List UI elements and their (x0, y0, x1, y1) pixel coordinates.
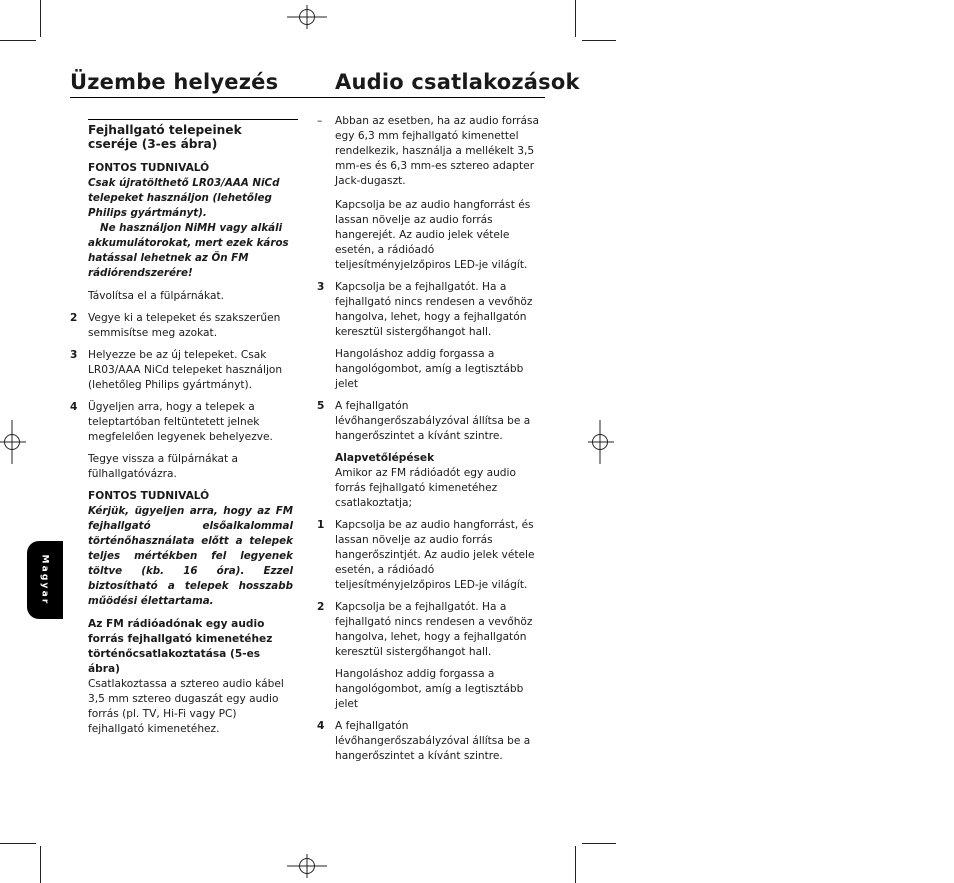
step-number: 2 (70, 312, 78, 324)
subsection-heading: Az FM rádióadónak egy audio forrás fejhallgató kimenetéhez történőcsatlakoztatása (5-es ábra) (88, 618, 273, 675)
body-text: Amikor az FM rádióadót egy audio forrás fejhallgató kimenetéhez csatlakoztatja; (335, 467, 516, 509)
crop-mark (40, 0, 41, 37)
list-item (317, 114, 545, 189)
step-text: Vegye ki a telepeket és szakszerűen semmisítse meg azokat. (88, 312, 281, 339)
body-text: Kapcsolja be az audio hangforrást és lassan növelje az audio forrás hangerejét. Az audio jelek vétele esetén, a rádióadó teljesítményjelzőpiros LED-je világít. (335, 199, 531, 271)
body-text: Hangoláshoz addig forgassa a hangológombot, amíg a legtisztább jelet (335, 668, 524, 710)
subsection-heading: Alapvetőlépések (335, 452, 435, 464)
body-text: Hangoláshoz addig forgassa a hangológombot, amíg a legtisztább jelet (335, 348, 524, 390)
list-item (317, 518, 545, 593)
list-item (317, 399, 545, 444)
notice-text: Csak újratölthető LR03/AAA NiCd telepeket használjon (lehetőleg Philips gyártmányt). (88, 177, 280, 219)
registration-mark-icon (287, 854, 327, 878)
step-number: 3 (317, 281, 325, 293)
step-text: Kapcsolja be a fejhallgatót. Ha a fejhallgató nincs rendesen a vevőhöz hangolva, lehet, hogy a fejhallgatón keresztül sistergőhangot hall. (335, 601, 533, 658)
registration-mark-icon (0, 420, 26, 464)
step-number: 2 (317, 601, 325, 613)
page-title-left: Üzembe helyezés (70, 70, 279, 94)
step-text: A fejhallgatón lévőhangerőszabályzóval állítsa be a hangerőszintet a kívánt szintre. (335, 400, 531, 442)
list-item (70, 311, 293, 341)
crop-mark (582, 843, 616, 844)
list-item (70, 400, 293, 445)
step-number: 4 (317, 720, 325, 732)
step-number: 3 (70, 349, 78, 361)
language-tab-label-wrap (27, 541, 63, 619)
list-item (317, 600, 545, 660)
section-rule (88, 119, 298, 120)
step-text: Kapcsolja be a fejhallgatót. Ha a fejhallgató nincs rendesen a vevőhöz hangolva, lehet, hogy a fejhallgatón keresztül sistergőhangot hall. (335, 281, 533, 338)
notice-text: Kérjük, ügyeljen arra, hogy az FM fejhallgató elsőalkalommal történőhasználata előtt a telepek teljes mértékben fel legyenek töltve (kb. 16 óra). Ezzel biztosítható a telepek hosszabb műödési élettartama. (88, 505, 293, 607)
step-text: A fejhallgatón lévőhangerőszabályzóval állítsa be a hangerőszintet a kívánt szintre. (335, 720, 531, 762)
notice-caption: FONTOS TUDNIVALÓ (88, 162, 210, 174)
crop-mark (0, 40, 36, 41)
step-text: Távolítsa el a fülpárnákat. (88, 290, 225, 302)
body-text: Csatlakoztassa a sztereo audio kábel 3,5 mm sztereo dugaszát egy audio forrás (pl. TV, Hi-Fi vagy PC) fejhallgató kimenetéhez. (88, 678, 284, 735)
title-rule (70, 97, 545, 98)
left-column (70, 123, 293, 737)
page-title-right: Audio csatlakozások (335, 70, 580, 94)
notice-caption: FONTOS TUDNIVALÓ (88, 490, 210, 502)
step-number: 1 (317, 519, 325, 531)
list-item (317, 280, 545, 340)
registration-mark-icon (588, 420, 614, 464)
crop-mark (575, 846, 576, 883)
step-text: Tegye vissza a fülpárnákat a fülhallgatóvázra. (88, 453, 239, 480)
dash-bullet: – (317, 115, 323, 127)
list-item (317, 719, 545, 764)
notice-text: Ne használjon NiMH vagy alkáli akkumulátorokat, mert ezek káros hatással lehetnek az Ön FM rádiórendszerére! (88, 222, 289, 279)
registration-mark-icon (287, 5, 327, 29)
section-heading: Fejhallgató telepeinek cseréje (3-es ábra) (88, 123, 242, 151)
step-number: 4 (70, 401, 78, 413)
crop-mark (575, 0, 576, 37)
step-text: Ügyeljen arra, hogy a telepek a teleptartóban feltüntetett jelnek megfelelően legyenek behelyezve. (88, 401, 273, 443)
crop-mark (40, 846, 41, 883)
step-text: Kapcsolja be az audio hangforrást, és lassan növelje az audio forrás hangerőszintjét. Az audio jelek vétele esetén, a rádióadó teljesítményjelzőpiros LED-je világít. (335, 519, 535, 591)
step-text: Helyezze be az új telepeket. Csak LR03/AAA NiCd telepeket használjon (lehetőleg Philips gyártmányt). (88, 349, 283, 391)
step-number: 5 (317, 400, 325, 412)
language-tab-label: Magyar (40, 554, 50, 606)
body-text: Abban az esetben, ha az audio forrása egy 6,3 mm fejhallgató kimenettel rendelkezik, használja a mellékelt 3,5 mm-es és 6,3 mm-es sztereo adapter Jack-dugaszt. (335, 115, 540, 187)
crop-mark (0, 843, 36, 844)
right-column (317, 114, 545, 771)
list-item (70, 348, 293, 393)
crop-mark (582, 40, 616, 41)
